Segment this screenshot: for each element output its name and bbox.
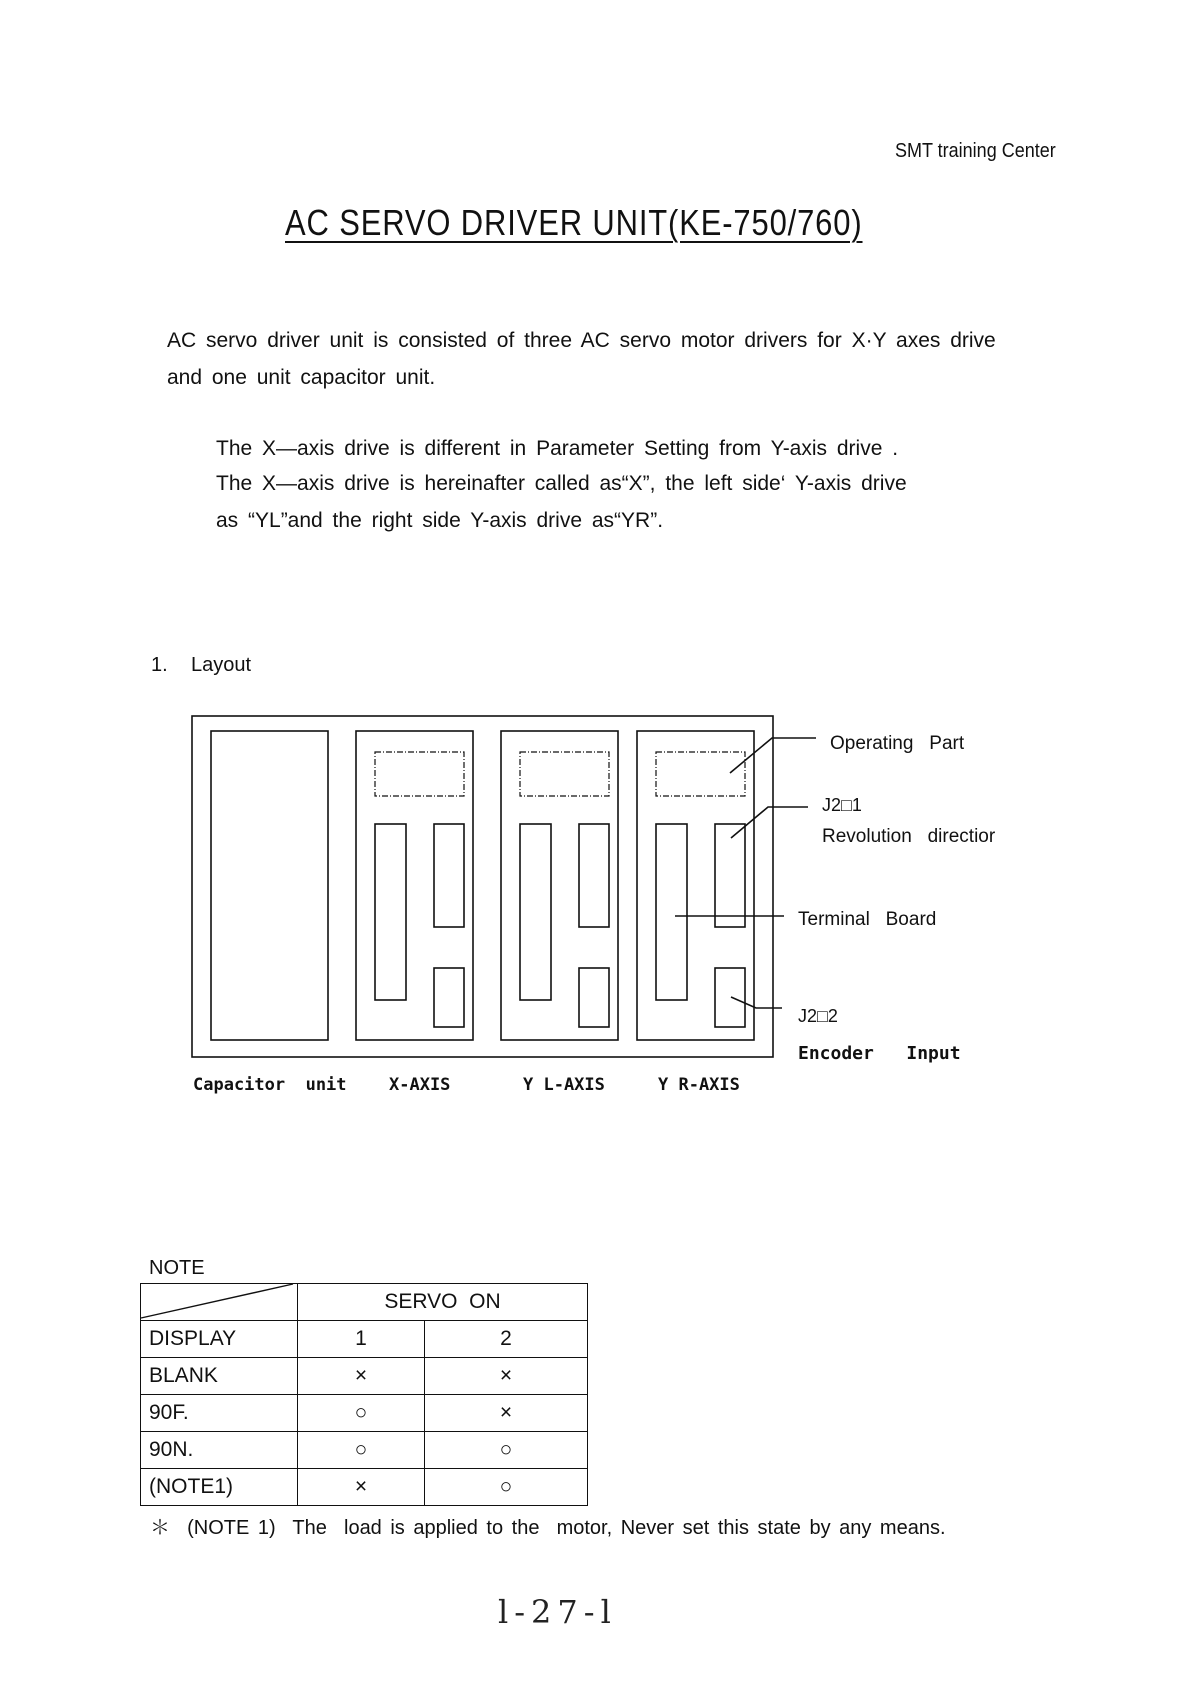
cell: 2 bbox=[425, 1321, 588, 1358]
operating-panel bbox=[375, 752, 464, 796]
callout-operating-part: Operating Part bbox=[830, 733, 965, 754]
cabinet-outline bbox=[192, 716, 773, 1057]
row-label: 90F. bbox=[141, 1395, 298, 1432]
cell: ○ bbox=[298, 1395, 425, 1432]
yl-axis-driver bbox=[501, 731, 618, 1040]
row-label: 90N. bbox=[141, 1432, 298, 1469]
label-yl-axis: Y L-AXIS bbox=[523, 1075, 605, 1095]
cell: × bbox=[298, 1469, 425, 1506]
terminal-board bbox=[375, 824, 406, 1000]
corner-cell bbox=[141, 1284, 298, 1321]
leader-j2-1 bbox=[731, 807, 808, 838]
cell: ○ bbox=[425, 1432, 588, 1469]
row-label: (NOTE1) bbox=[141, 1469, 298, 1506]
note-line-3: as “YL”and the right side Y-axis drive as“YR”. bbox=[216, 509, 664, 532]
servo-on-header: SERVO ON bbox=[298, 1284, 588, 1321]
x-axis-driver bbox=[356, 731, 473, 1040]
leader-j2-2 bbox=[731, 997, 782, 1008]
page-title: AC SERVO DRIVER UNIT(KE-750/760) bbox=[285, 202, 863, 243]
row-label: DISPLAY bbox=[141, 1321, 298, 1358]
table-header-row bbox=[141, 1284, 588, 1321]
note-line-1: The X—axis drive is different in Parameter Setting from Y-axis drive . bbox=[216, 437, 899, 460]
table-row bbox=[141, 1321, 588, 1358]
intro-line-2: and one unit capacitor unit. bbox=[167, 366, 436, 389]
label-x-axis: X-AXIS bbox=[389, 1075, 451, 1095]
callout-j2-1: J2□1 bbox=[822, 795, 862, 815]
cell: × bbox=[298, 1358, 425, 1395]
intro-line-1: AC servo driver unit is consisted of three AC servo motor drivers for X·Y axes drive bbox=[167, 329, 996, 352]
cell: × bbox=[425, 1358, 588, 1395]
section-number: 1. bbox=[151, 654, 168, 676]
note-title: NOTE bbox=[149, 1257, 205, 1279]
cell: × bbox=[425, 1395, 588, 1432]
yr-axis-driver bbox=[637, 731, 754, 1040]
label-capacitor-unit: Capacitor unit bbox=[193, 1075, 347, 1095]
cell: ○ bbox=[298, 1432, 425, 1469]
section-heading: Layout bbox=[191, 654, 252, 676]
cell: ○ bbox=[425, 1469, 588, 1506]
row-label: BLANK bbox=[141, 1358, 298, 1395]
callout-encoder-input: Encoder Input bbox=[798, 1043, 961, 1064]
connector-j2-2 bbox=[434, 968, 464, 1027]
callout-revolution: Revolution directior bbox=[822, 826, 996, 847]
table-row bbox=[141, 1469, 588, 1506]
label-yr-axis: Y R-AXIS bbox=[658, 1075, 740, 1095]
table-row bbox=[141, 1432, 588, 1469]
cell: 1 bbox=[298, 1321, 425, 1358]
table-row bbox=[141, 1395, 588, 1432]
servo-status-table bbox=[140, 1283, 588, 1506]
page-number: l-27-l bbox=[498, 1593, 617, 1631]
callout-j2-2: J2□2 bbox=[798, 1006, 838, 1026]
callout-terminal-board: Terminal Board bbox=[798, 909, 937, 930]
note-line-2: The X—axis drive is hereinafter called as“X”, the left side‘ Y-axis drive bbox=[216, 472, 907, 495]
footnote: ＊ (NOTE 1) The load is applied to the motor, Never set this state by any means. bbox=[150, 1517, 946, 1539]
capacitor-unit-box bbox=[211, 731, 328, 1040]
connector-j2-1 bbox=[434, 824, 464, 927]
table-row bbox=[141, 1358, 588, 1395]
header-org: SMT training Center bbox=[895, 140, 1056, 162]
